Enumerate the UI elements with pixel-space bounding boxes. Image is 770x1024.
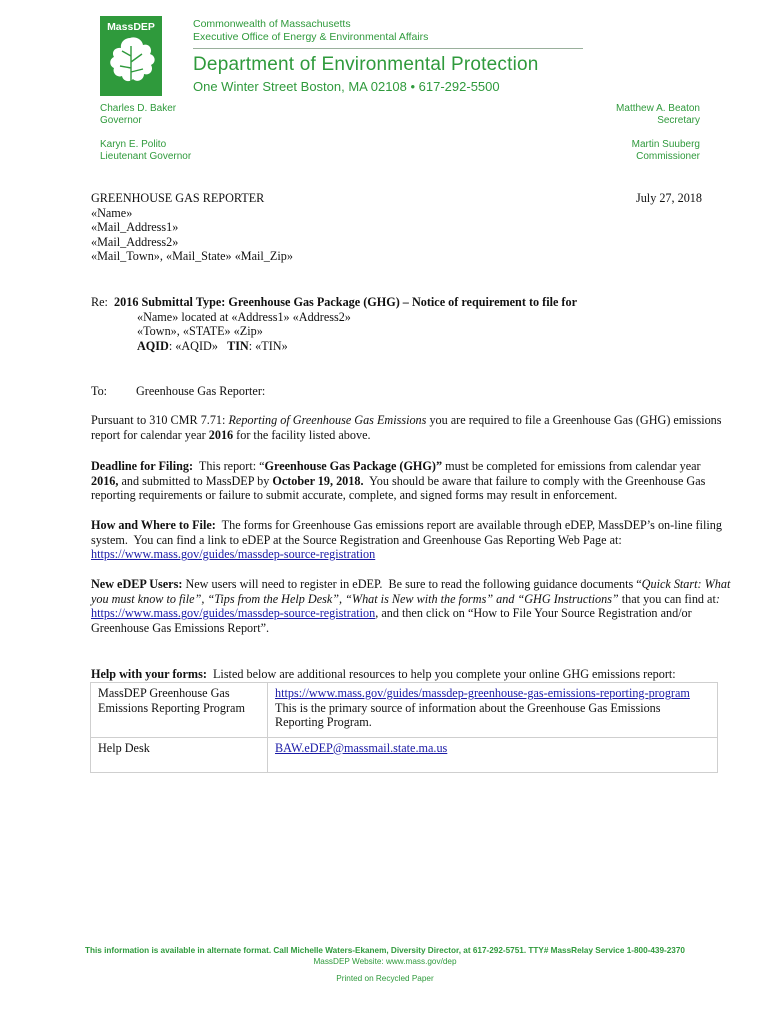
how-to-file-heading: How and Where to File:	[91, 518, 216, 532]
help-desk-email-link[interactable]: BAW.eDEP@massmail.state.ma.us	[275, 740, 448, 755]
logo-text: MassDEP	[107, 21, 155, 33]
ghg-program-link[interactable]: https://www.mass.gov/guides/massdep-greenhouse-gas-emissions-reporting-program	[275, 686, 690, 700]
help-resources-table	[90, 682, 718, 773]
footer-alternate-format: This information is available in alternate format. Call Michelle Waters-Ekanem, Diversity Director, at 617-292-5751. TTY# MassRelay Service 1-800-439-2370	[85, 946, 685, 955]
resource-detail	[268, 683, 718, 738]
re-block	[91, 295, 691, 353]
text: The forms for Greenhouse Gas emissions report are available through eDEP, MassDEP’s on-line filing system. You can find a link to eDEP at the Source Registration and Greenhouse Gas Reporting Web Page at:	[91, 518, 725, 547]
recipient-line: «Mail_Address2»	[91, 234, 179, 249]
official-governor	[100, 103, 176, 127]
table-row	[91, 683, 718, 738]
text: for the facility listed above.	[233, 427, 371, 442]
massdep-logo	[100, 16, 162, 96]
regulation-title: Reporting of Greenhouse Gas Emissions	[228, 413, 427, 427]
paragraph-how-to-file	[91, 518, 731, 562]
table-row	[91, 737, 718, 772]
help-heading: Help with your forms:	[91, 667, 207, 681]
text: , and then click on “How to File Your Source Registration and/or Greenhouse Gas Emissions Report”.	[91, 606, 692, 635]
footer	[0, 945, 770, 984]
aqid-label: AQID	[137, 338, 169, 353]
re-label: Re:	[91, 295, 108, 309]
text: that you can find at	[618, 591, 716, 606]
tin-label: TIN	[227, 338, 249, 353]
official-name: Karyn E. Polito	[100, 139, 167, 150]
to-label: To:	[91, 384, 108, 398]
text: :	[715, 591, 720, 606]
report-year: 2016	[208, 427, 234, 442]
new-users-heading: New eDEP Users:	[91, 577, 183, 591]
text: you are required to file a Greenhouse Gas (GHG) emissions report for calendar year	[91, 413, 722, 442]
resource-label: Help Desk	[91, 737, 268, 772]
recipient-line: «Name»	[91, 205, 133, 220]
official-title: Commissioner	[636, 151, 700, 162]
text: Listed below are additional resources to help you complete your online GHG emissions report:	[206, 667, 676, 681]
official-lt-governor	[100, 139, 191, 163]
footer-recycled: Printed on Recycled Paper	[336, 974, 434, 983]
re-line: «Name» located at «Address1» «Address2»	[137, 309, 351, 324]
tin-value: : «TIN»	[248, 338, 288, 353]
paragraph-help	[91, 667, 731, 682]
resource-description: This is the primary source of information about the Greenhouse Gas Emissions Reporting Program.	[275, 700, 661, 730]
guidance-documents: Quick Start: What you must know to file”, “Tips from the Help Desk”, “What is New with the forms” and “GHG Instructions”	[91, 577, 731, 606]
to-value: Greenhouse Gas Reporter:	[136, 384, 266, 398]
paragraph-deadline	[91, 459, 731, 503]
resource-label: MassDEP Greenhouse Gas Emissions Reporting Program	[91, 683, 268, 738]
deadline-heading: Deadline for Filing:	[91, 459, 194, 473]
source-registration-link-2[interactable]: https://www.mass.gov/guides/massdep-source-registration	[91, 606, 376, 621]
to-line	[91, 384, 265, 399]
letter-date: July 27, 2018	[635, 191, 702, 205]
recipient-address	[91, 191, 293, 264]
re-line: «Town», «STATE» «Zip»	[137, 324, 263, 339]
text: Pursuant to 310 CMR 7.71:	[91, 413, 229, 427]
report-year: 2016,	[91, 473, 119, 488]
package-name: Greenhouse Gas Package (GHG)”	[264, 459, 443, 473]
official-commissioner	[632, 139, 700, 163]
footer-website: MassDEP Website: www.mass.gov/dep	[313, 957, 457, 966]
official-name: Charles D. Baker	[100, 103, 177, 114]
paragraph-new-users	[91, 577, 731, 635]
recipient-line: «Mail_Address1»	[91, 220, 179, 235]
official-title: Secretary	[657, 115, 700, 126]
text: must be completed for emissions from calendar year	[442, 459, 701, 473]
office-name: Executive Office of Energy & Environmental Affairs	[193, 31, 429, 43]
text: New users will need to register in eDEP. Be sure to read the following guidance documents “	[182, 577, 642, 591]
re-ids	[91, 339, 691, 354]
paragraph-pursuant	[91, 413, 731, 442]
official-title: Lieutenant Governor	[100, 151, 192, 162]
source-registration-link[interactable]: https://www.mass.gov/guides/massdep-source-registration	[91, 547, 376, 562]
department-title: Department of Environmental Protection	[193, 54, 539, 75]
recipient-line: «Mail_Town», «Mail_State» «Mail_Zip»	[91, 249, 293, 264]
text: This report: “	[193, 459, 265, 473]
header-divider	[193, 48, 583, 49]
recipient-line: GREENHOUSE GAS REPORTER	[91, 191, 265, 205]
commonwealth-name: Commonwealth of Massachusetts	[193, 18, 351, 30]
agency-heading	[193, 18, 428, 44]
official-name: Martin Suuberg	[631, 139, 700, 150]
deadline-date: October 19, 2018.	[272, 473, 364, 488]
re-subject: 2016 Submittal Type: Greenhouse Gas Package (GHG) – Notice of requirement to file for	[114, 295, 577, 309]
official-name: Matthew A. Beaton	[616, 103, 700, 114]
aqid-value: : «AQID»	[168, 338, 218, 353]
official-title: Governor	[100, 115, 142, 126]
resource-detail	[268, 737, 718, 772]
text: You should be aware that failure to comply with the Greenhouse Gas reporting requirements or failure to submit accurate, complete, and signed forms may result in enforcement.	[91, 473, 709, 503]
official-secretary	[616, 103, 700, 127]
department-address: One Winter Street Boston, MA 02108 • 617-292-5500	[193, 79, 500, 94]
text: and submitted to MassDEP by	[118, 473, 273, 488]
